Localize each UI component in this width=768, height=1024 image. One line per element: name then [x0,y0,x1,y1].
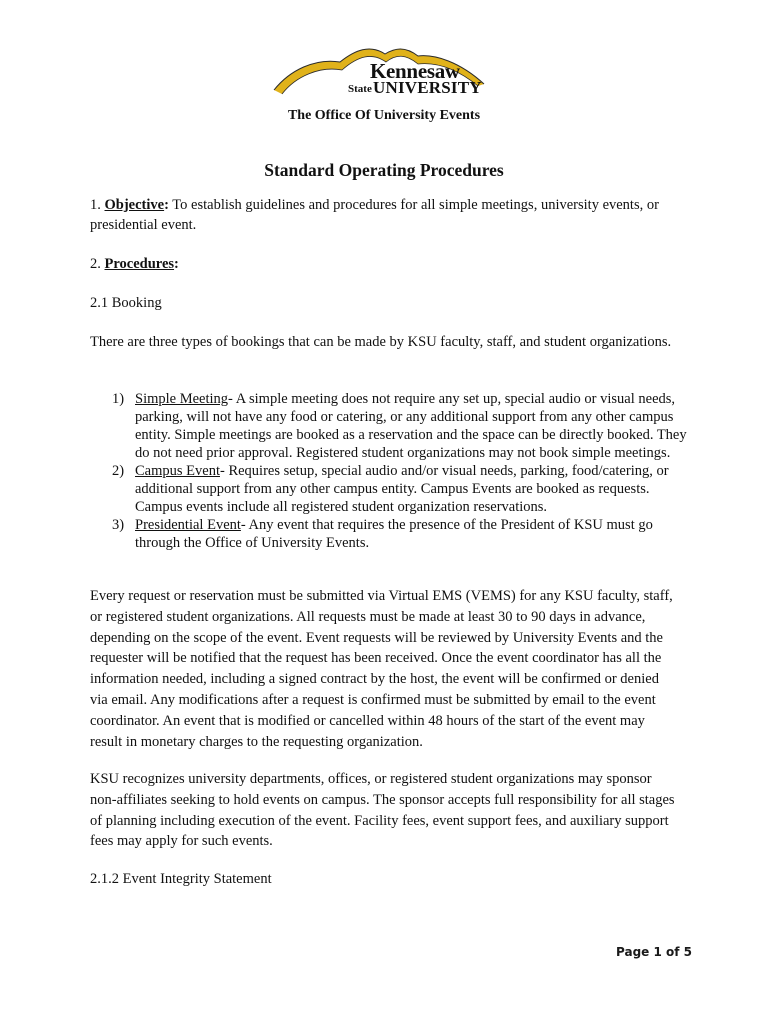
list-item-number: 1) [112,391,125,407]
procedures-colon: : [174,256,179,272]
requests-paragraph: Every request or reservation must be submitted via Virtual EMS (VEMS) for any KSU faculty, staff, or registered student organizations. All requests must be made at least 30 to 90 days in advance, depending on the scope of the event. Event requests will be reviewed by University Events and the requester will be notified that the request has been received. Once the event coordinator has all the information needed, including a signed contract by the host, the event will be confirmed or denied via email. Any modifications after a request is confirmed must be submitted by email to the event coordinator. An event that is modified or cancelled within 48 hours of the start of the event may result in monetary charges to the requesting organization. [90,588,673,750]
objective-label: Objective [104,197,165,213]
page-title: Standard Operating Procedures [264,160,504,180]
office-name: The Office Of University Events [287,108,481,123]
list-item-text: - A simple meeting does not require any set up, special audio or visual needs, parking, will not have any food or catering, or any additional support from any other campus entity. Simple meetings are booked as a reservation and the space can be directly booked. They do not need prior approval. Registered student organizations may not book simple meetings. [135,391,687,461]
objective-colon: : [164,197,169,213]
integrity-heading: 2.1.2 Event Integrity Statement [90,871,272,887]
ksu-logo [270,40,500,106]
page-number: Page 1 of 5 [616,945,692,959]
list-item-number: 3) [112,517,125,533]
logo-name-state: State [348,83,372,95]
list-item-term: Presidential Event [135,517,241,533]
list-item [90,390,690,462]
booking-heading: 2.1 Booking [90,295,162,311]
list-item [90,462,690,516]
list-item [90,516,690,552]
list-item-number: 2) [112,463,125,479]
logo-name-kennesaw: Kennesaw [370,59,460,83]
section-number: 2. [90,256,105,272]
list-item-term: Campus Event [135,463,220,479]
list-item-term: Simple Meeting [135,391,229,407]
section-number: 1. [90,197,105,213]
list-item-text: - Requires setup, special audio and/or visual needs, parking, food/catering, or additional support from any other campus entity. Campus Events are booked as requests. Campus events include all registered student organization reservations. [135,463,669,515]
logo-name-university: UNIVERSITY [373,78,482,97]
section-objective [90,195,680,235]
sponsor-paragraph: KSU recognizes university departments, offices, or registered student organizations may sponsor non-affiliates seeking to hold events on campus. The sponsor accepts full responsibility for all stages of planning including execution of the event. Facility fees, event support fees, and auxiliary support fees may apply for such events. [90,771,675,850]
section-procedures [90,254,680,274]
procedures-label: Procedures [104,256,175,272]
list-item-text: - Any event that requires the presence of the President of KSU must go through the Office of University Events. [135,517,653,551]
booking-types-list [90,390,690,552]
objective-text: To establish guidelines and procedures for all simple meetings, university events, or presidential event. [90,197,659,233]
booking-intro: There are three types of bookings that can be made by KSU faculty, staff, and student organizations. [90,334,672,350]
